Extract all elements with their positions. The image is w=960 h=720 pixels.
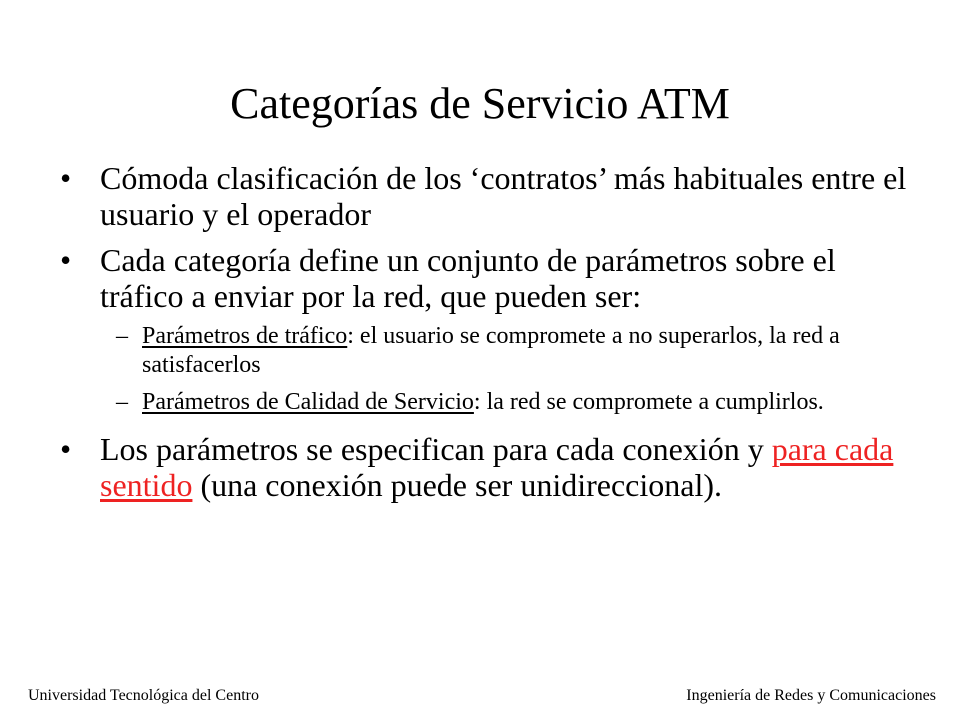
footer-left: Universidad Tecnológica del Centro: [28, 687, 259, 704]
sub-bullet-text: : la red se compromete a cumplirlos.: [473, 389, 824, 415]
sub-bullet-item: [58, 388, 918, 417]
bullet-item: [58, 160, 918, 232]
footer-right: Ingeniería de Redes y Comunicaciones: [686, 687, 936, 704]
sub-bullet-term: Parámetros de tráfico: [142, 323, 348, 349]
bullet-mark: •: [60, 160, 72, 196]
sub-bullet-text: : el usuario se compromete a no superarlos, la red a satisfacerlos: [142, 323, 840, 378]
bullet-mark: •: [60, 242, 72, 278]
sub-bullet-mark: –: [116, 323, 128, 349]
slide-content: [58, 160, 918, 503]
sub-bullet-term: Parámetros de Calidad de Servicio: [142, 389, 474, 415]
bullet-item: [58, 431, 918, 503]
slide-title: Categorías de Servicio ATM: [230, 79, 730, 128]
bullet-item: [58, 242, 918, 314]
bullet-text: (una conexión puede ser unidireccional).: [192, 467, 722, 503]
bullet-text: Cómoda clasificación de los ‘contratos’ más habituales entre el usuario y el operador: [100, 160, 907, 232]
bullet-mark: •: [60, 431, 72, 467]
bullet-text: Los parámetros se especifican para cada conexión y: [100, 431, 772, 467]
bullet-text: Cada categoría define un conjunto de parámetros sobre el tráfico a enviar por la red, que pueden ser:: [100, 242, 836, 314]
highlighted-text: para cada sentido: [100, 431, 894, 503]
sub-bullet-item: [58, 322, 918, 380]
sub-bullet-mark: –: [116, 389, 128, 415]
